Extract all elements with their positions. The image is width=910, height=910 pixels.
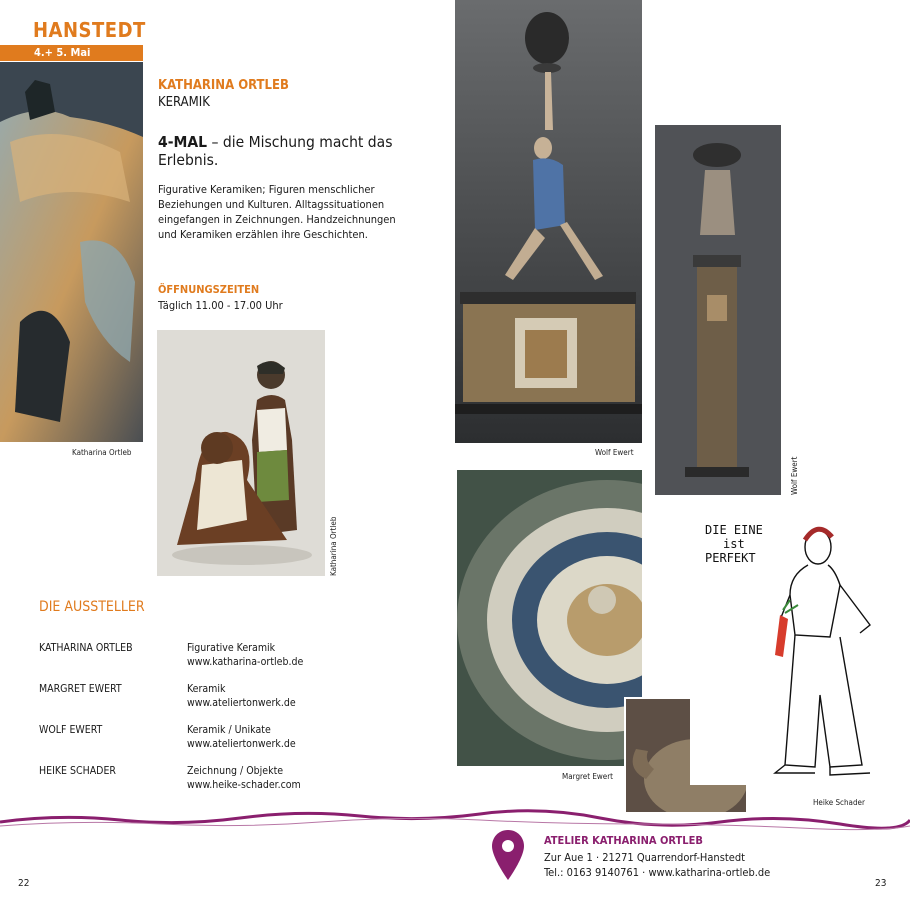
exhibitor-info <box>187 723 296 751</box>
caption-photo6: Heike Schader <box>813 798 865 807</box>
photo-katharina-ortleb-figure <box>0 62 143 442</box>
caption-photo2: Katharina Ortleb <box>329 516 338 576</box>
exhibitor-website-link[interactable]: www.katharina-ortleb.de <box>187 656 304 668</box>
exhibitor-type: Zeichnung / Objekte <box>187 765 284 777</box>
headline-rest: – die Mischung macht das Erlebnis. <box>158 133 393 169</box>
region-title: HANSTEDT <box>33 18 146 42</box>
exhibitor-name: MARGRET EWERT <box>39 683 122 695</box>
exhibitor-type: Keramik <box>187 683 226 695</box>
exhibitor-name: KATHARINA ORTLEB <box>39 642 133 654</box>
photo-wolf-ewert-column <box>655 125 781 495</box>
opening-hours-text: Täglich 11.00 - 17.00 Uhr <box>158 299 283 312</box>
drawing-text-line3: PERFEKT <box>705 551 756 565</box>
page-number-right: 23 <box>875 878 887 889</box>
drawing-text-line2: ist <box>723 537 745 551</box>
drawing-heike-schader <box>690 515 900 785</box>
artist-category: KERAMIK <box>158 95 210 110</box>
atelier-contact: Tel.: 0163 9140761 · www.katharina-ortleb.de <box>544 866 771 879</box>
exhibitor-website-link[interactable]: www.ateliertonwerk.de <box>187 697 296 709</box>
description: Figurative Keramiken; Figuren menschlicher Beziehungen und Kulturen. Alltagssituationen eingefangen in Zeichnungen. Handzeichnungen und Keramiken erzählen ihre Geschichten. <box>158 183 396 241</box>
headline-bold: 4-MAL <box>158 133 208 151</box>
map-pin-icon <box>490 828 526 884</box>
footer-wave-line <box>0 800 910 840</box>
page-number-left: 22 <box>18 878 30 889</box>
exhibitor-info <box>187 682 296 710</box>
artist-name: KATHARINA ORTLEB <box>158 78 289 93</box>
caption-photo1: Katharina Ortleb <box>72 448 132 457</box>
photo-katharina-ortleb-pair <box>157 330 325 576</box>
opening-hours-label: ÖFFNUNGSZEITEN <box>158 283 260 296</box>
exhibitor-website-link[interactable]: www.heike-schader.com <box>187 779 301 791</box>
exhibitors-title: DIE AUSSTELLER <box>39 599 145 615</box>
caption-photo3: Wolf Ewert <box>595 448 634 457</box>
atelier-address: Zur Aue 1 · 21271 Quarrendorf-Hanstedt <box>544 851 745 864</box>
exhibitor-website-link[interactable]: www.ateliertonwerk.de <box>187 738 296 750</box>
exhibitor-info <box>187 641 303 669</box>
exhibitor-name: WOLF EWERT <box>39 724 103 736</box>
photo-margret-ewert-plate <box>457 470 642 766</box>
photo-wolf-ewert-acrobat <box>455 0 642 443</box>
drawing-text-line1: DIE EINE <box>705 523 763 537</box>
exhibitor-type: Figurative Keramik <box>187 642 276 654</box>
event-date: 4.+ 5. Mai <box>34 46 91 59</box>
atelier-name: ATELIER KATHARINA ORTLEB <box>544 834 703 847</box>
caption-photo4: Wolf Ewert <box>790 456 799 495</box>
exhibitor-name: HEIKE SCHADER <box>39 765 116 777</box>
exhibitor-info <box>187 764 301 792</box>
caption-photo5: Margret Ewert <box>562 772 613 781</box>
headline <box>158 133 418 169</box>
exhibitor-type: Keramik / Unikate <box>187 724 271 736</box>
